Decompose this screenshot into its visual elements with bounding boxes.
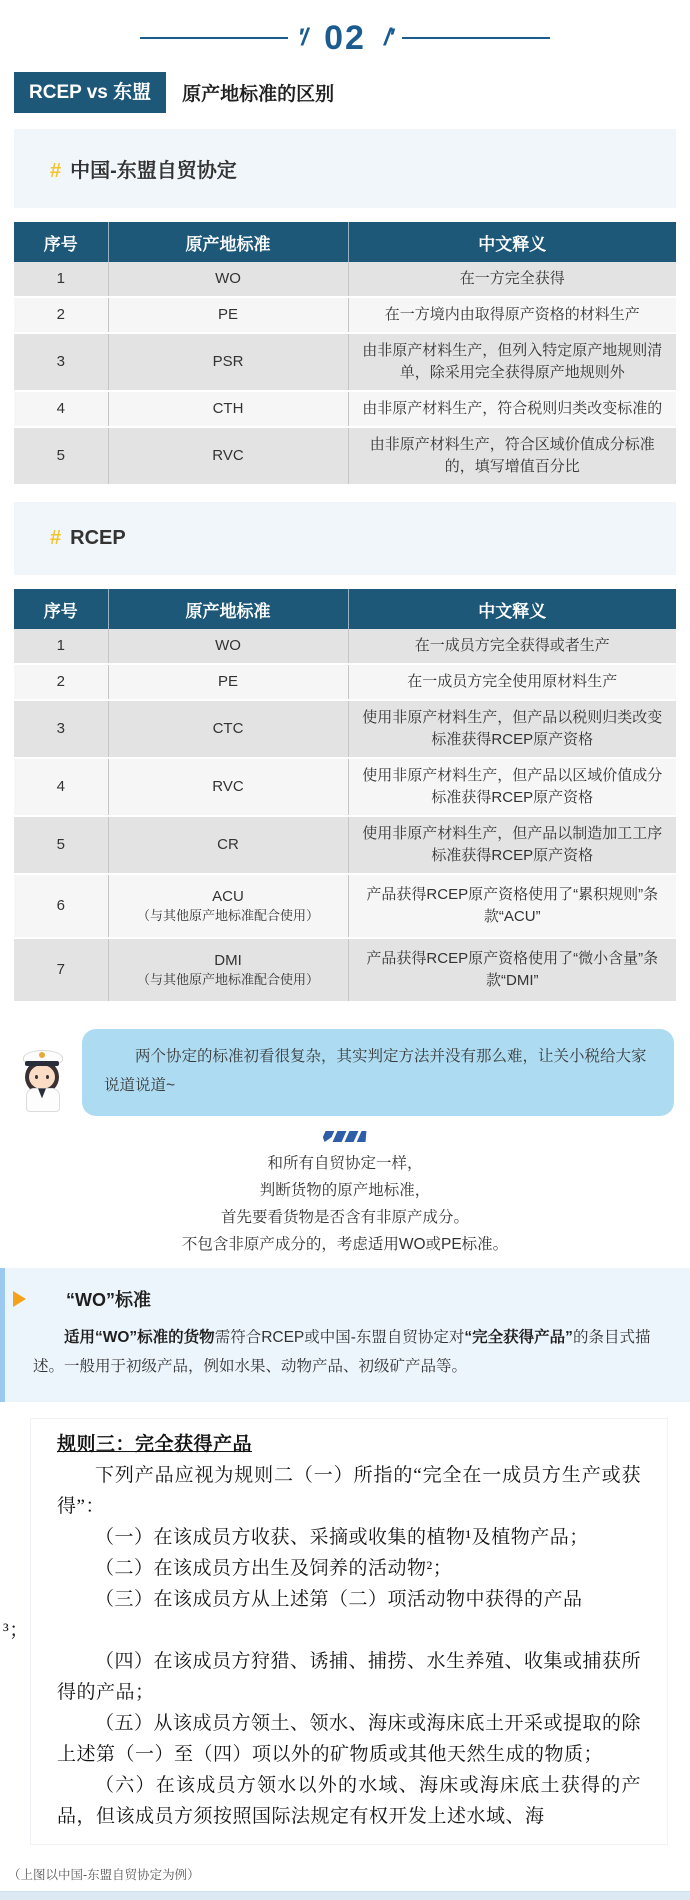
cell-code: WO bbox=[108, 262, 348, 297]
cell-code: PE bbox=[108, 297, 348, 333]
table-row bbox=[14, 816, 676, 874]
table-row bbox=[14, 758, 676, 816]
code-label: DMI bbox=[214, 951, 242, 969]
wo-head bbox=[5, 1286, 690, 1312]
table-row bbox=[14, 629, 676, 664]
cell-desc: 由非原产材料生产，符合税则归类改变标准的 bbox=[348, 391, 676, 427]
table-row bbox=[14, 874, 676, 938]
section-head-cafta bbox=[14, 129, 676, 208]
col-header-meaning: 中文释义 bbox=[348, 222, 676, 262]
image-source-caption: （上图以中国-东盟自贸协定为例） bbox=[8, 1867, 200, 1882]
stripe bbox=[356, 1131, 370, 1142]
stripe bbox=[344, 1131, 358, 1142]
code-note: （与其他原产地标准配合使用） bbox=[136, 908, 319, 924]
right-slash-mark: /′ bbox=[383, 24, 393, 51]
page-title: 原产地标准的区别 bbox=[182, 84, 335, 105]
table-row bbox=[14, 664, 676, 700]
intro-line: 判断货物的原产地标准， bbox=[259, 1182, 431, 1200]
speech-bubble: 两个协定的标准初看很复杂，其实判定方法并没有那么难，让关小税给大家说道说道~ bbox=[82, 1029, 674, 1116]
avatar-cap-band bbox=[25, 1061, 59, 1066]
left-rule-line bbox=[140, 37, 288, 39]
col-header-standard: 原产地标准 bbox=[108, 222, 348, 262]
cell-no: 6 bbox=[14, 874, 108, 938]
table-row bbox=[14, 391, 676, 427]
cell-code bbox=[108, 874, 348, 938]
doc-paragraph: 下列产品应视为规则二（一）所指的“完全在一成员方生产或获得”： bbox=[57, 1464, 641, 1517]
cell-code: PE bbox=[108, 664, 348, 700]
intro-line: 不包含非原产成分的，考虑适用WO或PE标准。 bbox=[181, 1236, 509, 1254]
doc-paragraph: （四）在该成员方狩猎、诱捕、捕捞、水生养殖、收集或捕获所得的产品； bbox=[57, 1650, 642, 1703]
rule-document-scan bbox=[3, 1418, 668, 1845]
cell-no: 5 bbox=[14, 816, 108, 874]
cell-code: RVC bbox=[108, 758, 348, 816]
cell-desc: 由非原产材料生产，符合区域价值成分标准的，填写增值百分比 bbox=[348, 427, 676, 485]
col-header-meaning: 中文释义 bbox=[348, 589, 676, 629]
intro-line: 和所有自贸协定一样， bbox=[267, 1155, 423, 1173]
cell-no: 3 bbox=[14, 333, 108, 391]
cell-desc: 在一方完全获得 bbox=[348, 262, 676, 297]
cell-desc: 产品获得RCEP原产资格使用了“微小含量”条款“DMI” bbox=[348, 938, 676, 1002]
left-slash-mark: ′/ bbox=[297, 24, 307, 51]
cell-code bbox=[108, 938, 348, 1002]
section-head-rcep bbox=[14, 502, 676, 575]
table-row bbox=[14, 427, 676, 485]
col-header-standard: 原产地标准 bbox=[108, 589, 348, 629]
cafta-origin-table bbox=[14, 222, 676, 486]
versus-badge: RCEP vs 东盟 bbox=[14, 72, 166, 113]
wo-standard-block bbox=[0, 1268, 690, 1401]
hash-icon: # bbox=[50, 527, 62, 549]
cell-code: CTH bbox=[108, 391, 348, 427]
doc-paragraph: （五）从该成员方领土、领水、海床或海床底土开采或提取的除上述第（一）至（四）项以外的矿物质或其他天然生成的物质； bbox=[57, 1712, 642, 1765]
cell-desc: 使用非原产材料生产，但产品以区域价值成分标准获得RCEP原产资格 bbox=[348, 758, 676, 816]
hash-icon: # bbox=[50, 160, 62, 182]
section-number: 02 bbox=[324, 18, 366, 57]
doc-paragraph: （二）在该成员方出生及饲养的活动物²； bbox=[95, 1557, 453, 1579]
cell-no: 2 bbox=[14, 297, 108, 333]
wo-body bbox=[33, 1324, 662, 1381]
table-row bbox=[14, 297, 676, 333]
page-header bbox=[14, 72, 676, 113]
table-row bbox=[14, 700, 676, 758]
section-label: RCEP bbox=[70, 527, 126, 549]
doc-footnote-marker: ³； bbox=[3, 1619, 29, 1641]
code-note: （与其他原产地标准配合使用） bbox=[136, 972, 319, 988]
section-label: 中国-东盟自贸协定 bbox=[70, 160, 237, 182]
next-section-divider bbox=[0, 1891, 690, 1900]
cell-desc: 产品获得RCEP原产资格使用了“累积规则”条款“ACU” bbox=[348, 874, 676, 938]
code-label: ACU bbox=[212, 887, 244, 905]
cell-code: PSR bbox=[108, 333, 348, 391]
stripe bbox=[320, 1131, 334, 1142]
doc-paragraph: （一）在该成员方收获、采摘或收集的植物¹及植物产品； bbox=[95, 1526, 589, 1548]
cell-desc: 使用非原产材料生产，但产品以税则归类改变标准获得RCEP原产资格 bbox=[348, 700, 676, 758]
cell-code: RVC bbox=[108, 427, 348, 485]
cell-no: 4 bbox=[14, 391, 108, 427]
right-rule-line bbox=[402, 37, 550, 39]
wo-body-bold: “完全获得产品” bbox=[464, 1329, 573, 1347]
cell-code: CR bbox=[108, 816, 348, 874]
avatar-eye bbox=[35, 1075, 38, 1079]
table-header-row bbox=[14, 589, 676, 629]
avatar-eye bbox=[46, 1075, 49, 1079]
cell-no: 1 bbox=[14, 629, 108, 664]
cell-no: 7 bbox=[14, 938, 108, 1002]
doc-paragraph: （六）在该成员方领水以外的水域、海床或海床底土获得的产品，但该成员方须按照国际法规定有权开发上述水域、海 bbox=[57, 1774, 641, 1827]
fast-forward-stripes-icon bbox=[0, 1130, 690, 1142]
wo-title: “WO”标准 bbox=[66, 1290, 151, 1311]
cell-code: WO bbox=[108, 629, 348, 664]
cell-code: CTC bbox=[108, 700, 348, 758]
wo-body-bold: 适用“WO”标准的货物 bbox=[64, 1329, 215, 1347]
table-row bbox=[14, 262, 676, 297]
section-number-decoration bbox=[0, 0, 690, 60]
intro-line: 首先要看货物是否含有非原产成分。 bbox=[220, 1209, 469, 1227]
cell-no: 4 bbox=[14, 758, 108, 816]
cell-desc: 使用非原产材料生产，但产品以制造加工工序标准获得RCEP原产资格 bbox=[348, 816, 676, 874]
cell-desc: 由非原产材料生产，但列入特定原产地规则清单，除采用完全获得原产地规则外 bbox=[348, 333, 676, 391]
table-header-row bbox=[14, 222, 676, 262]
cell-no: 5 bbox=[14, 427, 108, 485]
chat-row bbox=[16, 1029, 674, 1116]
doc-title: 规则三：完全获得产品 bbox=[57, 1433, 253, 1455]
cell-desc: 在一方境内由取得原产资格的材料生产 bbox=[348, 297, 676, 333]
customs-officer-avatar bbox=[16, 1044, 68, 1116]
wo-body-text: 需符合RCEP或中国-东盟自贸协定对 bbox=[214, 1329, 465, 1347]
rcep-origin-table bbox=[14, 589, 676, 1003]
doc-paragraph: （三）在该成员方从上述第（二）项活动物中获得的产品 bbox=[95, 1588, 583, 1610]
table-row bbox=[14, 333, 676, 391]
cell-desc: 在一成员方完全使用原材料生产 bbox=[348, 664, 676, 700]
play-triangle-icon bbox=[13, 1291, 26, 1307]
intro-text-block bbox=[0, 1150, 690, 1258]
table-row bbox=[14, 938, 676, 1002]
cell-no: 1 bbox=[14, 262, 108, 297]
col-header-no: 序号 bbox=[14, 222, 108, 262]
cell-no: 2 bbox=[14, 664, 108, 700]
wo-body-text: 的条目式描述。一般用于初级产品，例如水果、动物产品、初级矿产品等。 bbox=[33, 1329, 651, 1376]
stripe bbox=[332, 1131, 346, 1142]
cell-desc: 在一成员方完全获得或者生产 bbox=[348, 629, 676, 664]
col-header-no: 序号 bbox=[14, 589, 108, 629]
cell-no: 3 bbox=[14, 700, 108, 758]
